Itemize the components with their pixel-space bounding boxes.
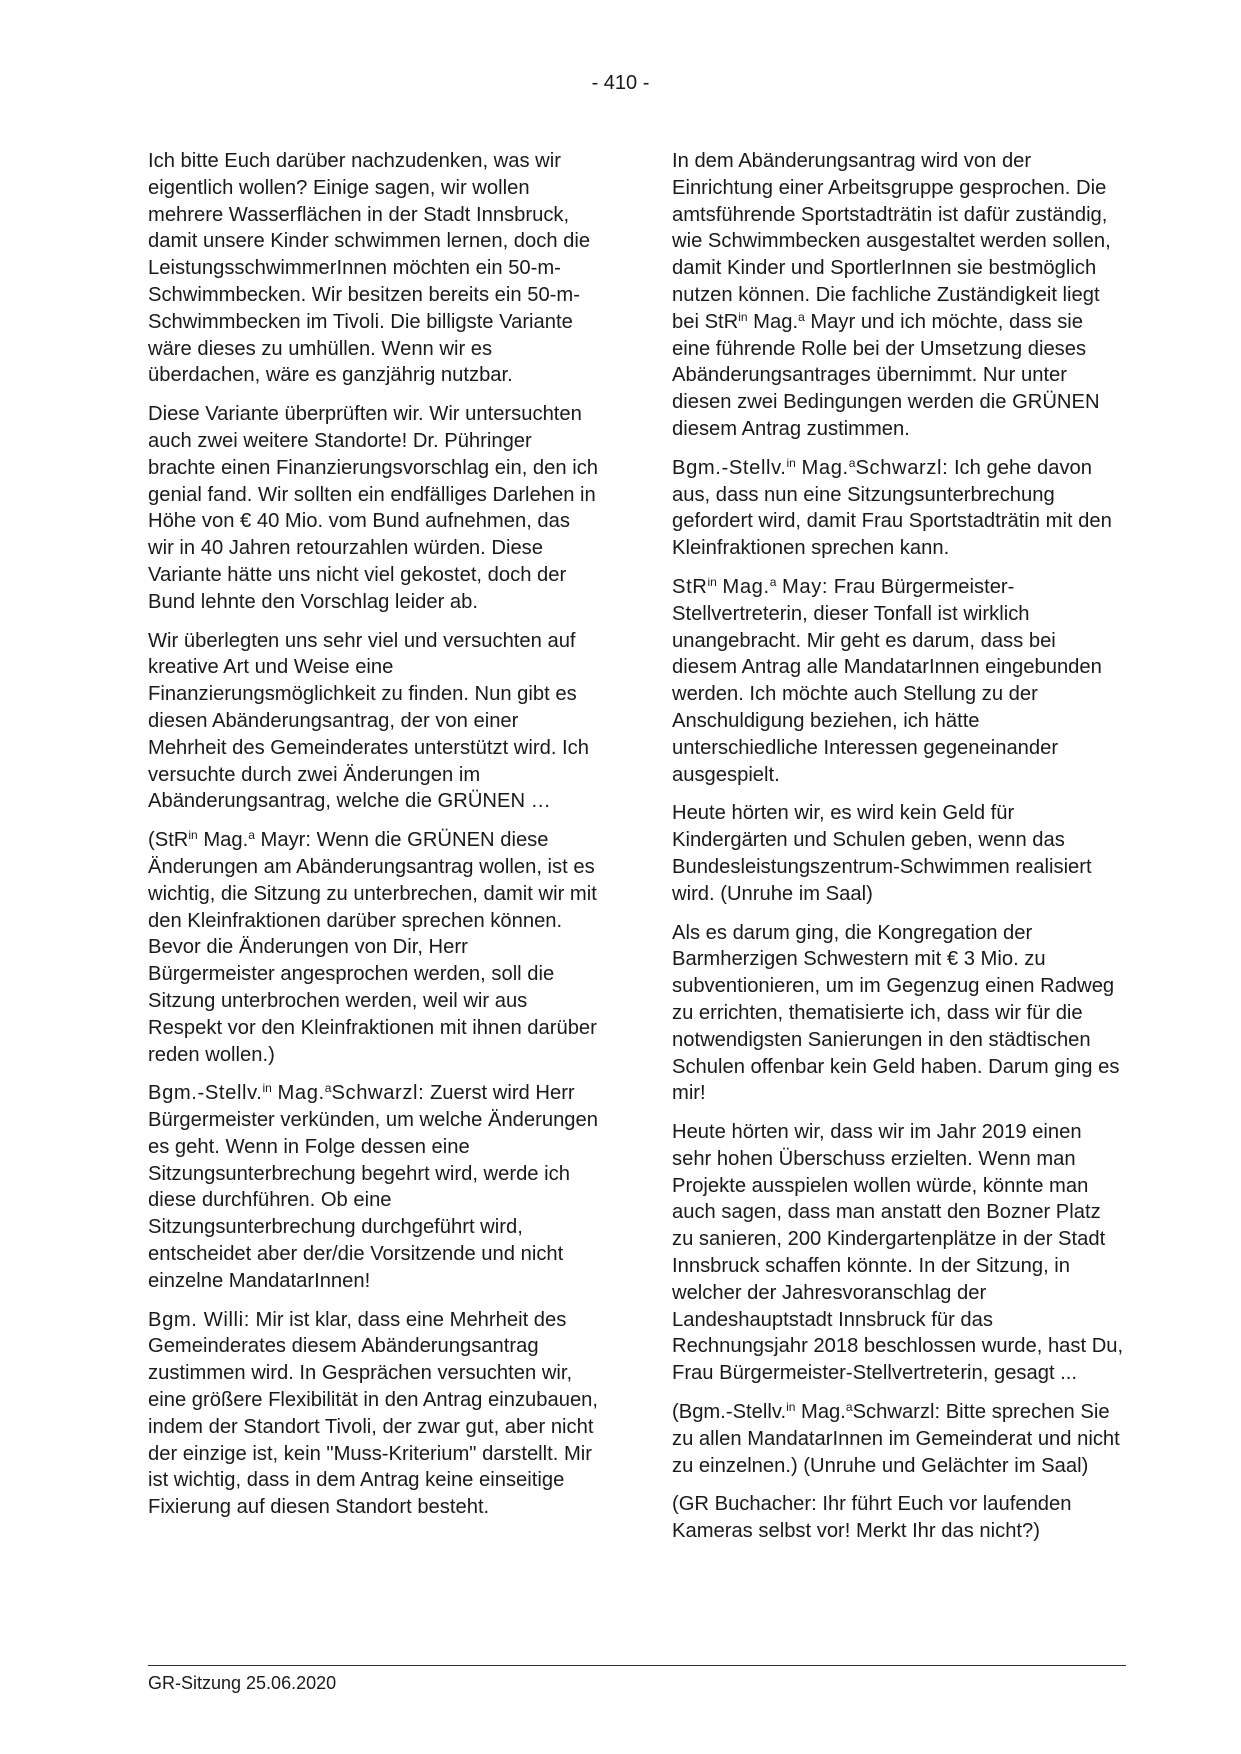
speaker-strin: StR	[672, 575, 708, 598]
footer-divider	[148, 1665, 1126, 1666]
sup-a: a	[798, 309, 805, 324]
sup-in: in	[786, 1400, 796, 1415]
paragraph-text: In dem Abänderungsantrag wird von der Einrichtung einer Arbeitsgruppe gesprochen. Die amtsführende Sportstadträtin ist dafür zuständig, wie Schwimmbecken ausgestaltet werden sollen, damit Kinder und SportlerInnen sie bestmöglich nutzen können. Die fachliche Zuständigkeit liegt bei	[672, 150, 1111, 333]
paragraph-kongregation: Als es darum ging, die Kongregation der Barmherzigen Schwestern mit € 3 Mio. zu subventionieren, um im Gegenzug einen Radweg zu errichten, thematisierte ich, dass wir für die notwendigsten Sanierungen in den städtischen Schulen offenbar kein Geld haben. Darum ging es mir!	[672, 921, 1120, 1105]
statement-may	[672, 574, 1124, 788]
paragraph-1: Ich bitte Euch darüber nachzudenken, was wir eigentlich wollen? Einige sagen, wir wollen mehrere Wasserflächen in der Stadt Innsbruck, damit unsere Kinder schwimmen lernen, doch die LeistungsschwimmerInnen möchten ein 50-m-Schwimmbecken. Wir besitzen bereits ein 50-m-Schwimmbecken im Tivoli. Die billigste Variante wäre dieses zu umhüllen. Wenn wir es überdachen, wäre es ganzjährig nutzbar.	[148, 150, 591, 387]
speaker-bgm-stellv: Bgm.-Stellv.	[672, 456, 787, 479]
speaker-schwarzl: Schwarzl:	[852, 1401, 941, 1424]
sup-in: in	[707, 574, 717, 589]
sup-a: a	[324, 1081, 332, 1096]
paragraph-ueberschuss: Heute hörten wir, dass wir im Jahr 2019 einen sehr hohen Überschuss erzielten. Wenn man Projekte ausspielen wollen würde, könnte man auch sagen, dass man anstatt den Bozner Platz zu sanieren, 200 Kindergartenplätze in der Stadt Innsbruck schaffen könnte. In der Sitzung, in welcher der Jahresvoranschlag der Landeshauptstadt Innsbruck für das Rechnungsjahr 2018 beschlossen wurde, hast Du, Frau Bürgermeister-Stellvertreterin, gesagt ...	[672, 1121, 1124, 1385]
interjection-schwarzl	[672, 1399, 1124, 1479]
interjection-mayr	[148, 827, 600, 1068]
speaker-schwarzl: Schwarzl:	[855, 456, 949, 479]
interjection-buchacher: (GR Buchacher: Ihr führt Euch vor laufenden Kameras selbst vor! Merkt Ihr das nicht?)	[672, 1493, 1072, 1543]
statement-schwarzl	[148, 1080, 600, 1294]
interjection-text: Wenn die GRÜNEN diese Änderungen am Abänderungsantrag wollen, ist es wichtig, die Sitzung zu unterbrechen, damit wir mit den Kleinfraktionen darüber sprechen können. Bevor die Änderungen von Dir, Herr Bürgermeister angesprochen werden, soll die Sitzung unterbrochen werden, weil wir aus Respekt vor den Kleinfraktionen mit ihnen darüber reden wollen.)	[148, 829, 597, 1066]
sup-in: in	[188, 828, 198, 843]
statement-willi	[148, 1307, 600, 1521]
statement-text: Zuerst wird Herr Bürgermeister verkünden, um welche Änderungen es geht. Wenn in Folge dessen eine Sitzungsunterbrechung begehrt wird, werde ich diese durchführen. Ob eine Sitzungsunterbrechung durchgeführt wird, entscheidet aber der/die Vorsitzende und nicht einzelne MandatarInnen!	[148, 1082, 598, 1292]
sup-a: a	[769, 574, 777, 589]
statement-text: Mir ist klar, dass eine Mehrheit des Gemeinderates diesem Abänderungsantrag zustimmen wird. In Gesprächen versuchten wir, eine größere Flexibilität in den Antrag einzubauen, indem der Standort Tivoli, der zwar gut, aber nicht der einzige ist, kein "Muss-Kriterium" darstellt. Mir ist wichtig, dass in dem Antrag keine einseitige Fixierung auf diesen Standort besteht.	[148, 1308, 599, 1519]
speaker-mayr: Mayr:	[260, 829, 311, 852]
speaker-mag: Mag.	[753, 310, 799, 333]
sup-in: in	[786, 455, 796, 470]
interjection-text: Bitte sprechen Sie zu allen MandatarInnen im Gemeinderat und nicht zu einzelnen.) (Unruhe und Gelächter im Saal)	[672, 1401, 1120, 1477]
sup-in: in	[262, 1081, 272, 1096]
page-number: - 410 -	[591, 72, 650, 94]
speaker-mag: Mag.	[277, 1082, 325, 1105]
paragraph-3: Wir überlegten uns sehr viel und versuchten auf kreative Art und Weise eine Finanzierungsmöglichkeit zu finden. Nun gibt es diesen Abänderungsantrag, der von einer Mehrheit des Gemeinderates unterstützt wird. Ich versuchte durch zwei Änderungen im Abänderungsantrag, welche die GRÜNEN …	[148, 629, 589, 813]
sup-in: in	[738, 309, 748, 324]
sup-a: a	[848, 455, 856, 470]
speaker-willi: Bgm. Willi:	[148, 1308, 250, 1331]
speaker-strin: StR	[704, 310, 739, 333]
speaker-mag: Mag.	[801, 456, 849, 479]
speaker-bgm-stellv: Bgm.-Stellv.	[678, 1401, 787, 1424]
sup-a: a	[845, 1400, 853, 1415]
footer-session-date: GR-Sitzung 25.06.2020	[148, 1673, 337, 1693]
paragraph-kindergaerten: Heute hörten wir, es wird kein Geld für Kindergärten und Schulen geben, wenn das Bundesleistungszentrum-Schwimmen realisiert wird. (Unruhe im Saal)	[672, 802, 1092, 905]
speaker-mag: Mag.	[722, 575, 770, 598]
speaker-mag: Mag.	[801, 1401, 846, 1424]
right-column	[672, 148, 1124, 1557]
left-column	[148, 148, 600, 1533]
open-paren: (	[148, 829, 155, 852]
speaker-may: May:	[781, 575, 829, 598]
statement-text: Frau Bürgermeister-Stellvertreterin, dieser Tonfall ist wirklich unangebracht. Mir geht es darum, dass bei diesem Antrag alle MandatarInnen eingebunden werden. Ich möchte auch Stellung zu der Anschuldigung beziehen, ich hätte unterschiedliche Interessen gegeneinander ausgespielt.	[672, 575, 1102, 786]
paragraph-2: Diese Variante überprüften wir. Wir untersuchten auch zwei weitere Standorte! Dr. Pühringer brachte einen Finanzierungsvorschlag ein, den ich genial fand. Wir sollten ein endfälliges Darlehen in Höhe von € 40 Mio. vom Bund aufnehmen, das wir in 40 Jahren retourzahlen würden. Diese Variante hätte uns nicht viel gekostet, doch der Bund lehnte den Vorschlag leider ab.	[148, 403, 599, 613]
speaker-mag: Mag.	[203, 829, 249, 852]
sup-a: a	[248, 828, 255, 843]
speaker-schwarzl: Schwarzl:	[331, 1082, 425, 1105]
paragraph-text: Mayr und ich möchte, dass sie eine führende Rolle bei der Umsetzung dieses Abänderungsantrages übernimmt. Nur unter diesen zwei Bedingungen werden die GRÜNEN diesem Antrag zustimmen.	[672, 310, 1100, 440]
statement-text: Ich gehe davon aus, dass nun eine Sitzungsunterbrechung gefordert wird, damit Frau Sportstadträtin mit den Kleinfraktionen sprechen kann.	[672, 456, 1112, 560]
speaker-strin: StR	[154, 829, 189, 852]
paragraph-arbeitsgruppe	[672, 148, 1124, 443]
speaker-bgm-stellv: Bgm.-Stellv.	[148, 1082, 263, 1105]
open-paren: (	[672, 1401, 679, 1424]
statement-schwarzl	[672, 455, 1124, 562]
